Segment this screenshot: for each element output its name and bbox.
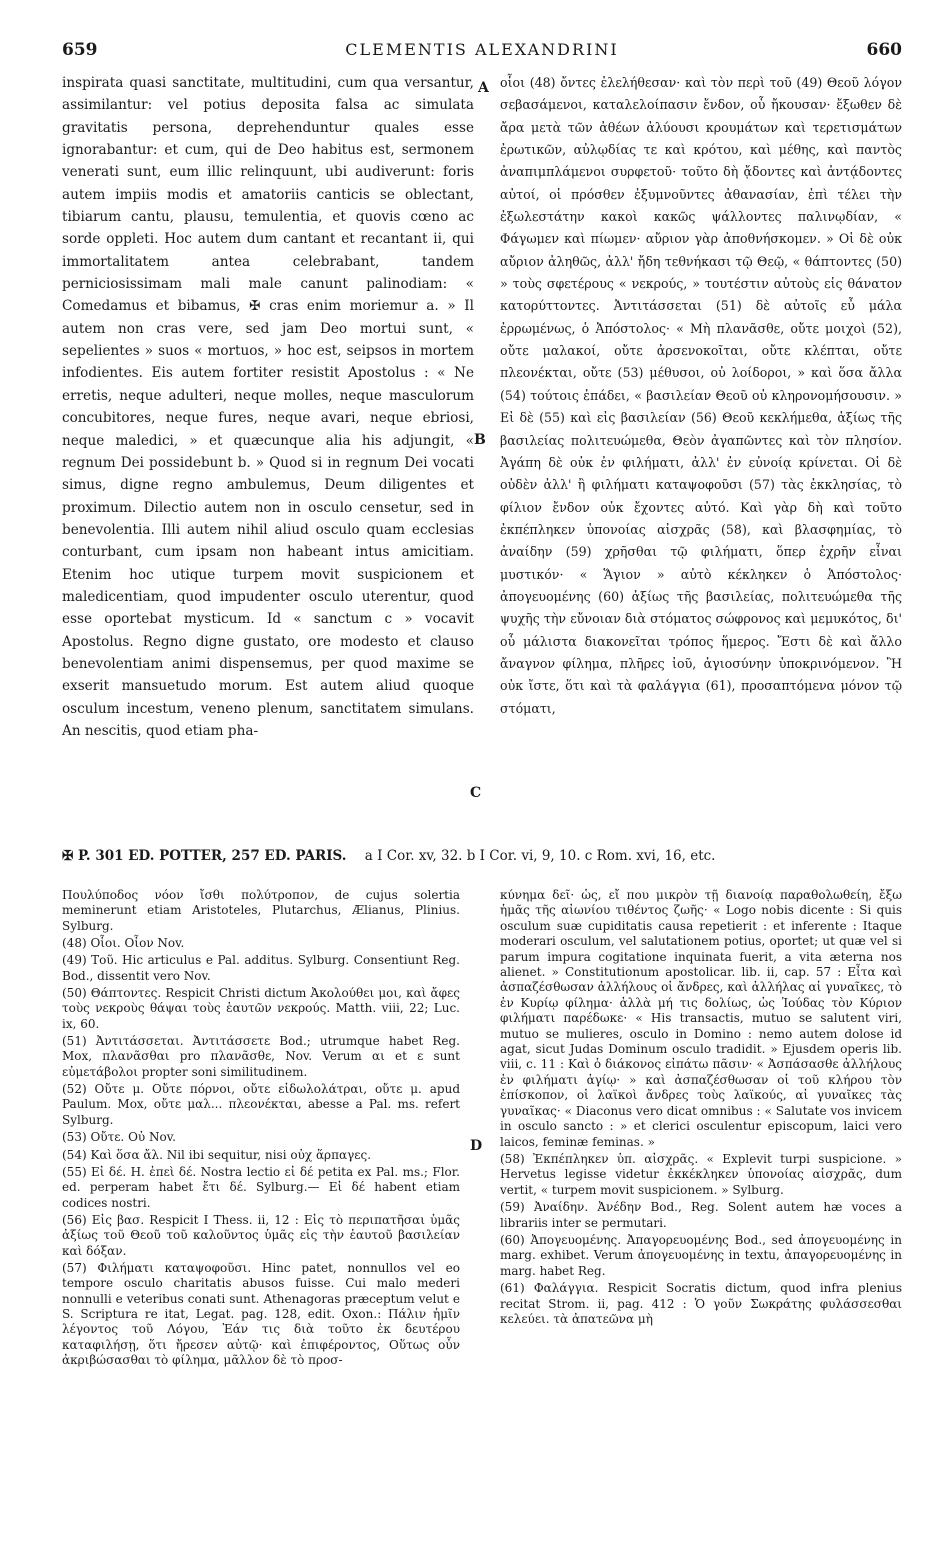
- footnote: (59) Ἀναίδην. Ἀνέδην Bod., Reg. Solent autem hæ voces a librariis inter se permutari.: [500, 1200, 902, 1230]
- edition-reference: ✠ P. 301 ED. POTTER, 257 ED. PARIS.: [62, 848, 347, 864]
- footnote: (52) Οὔτε μ. Οὔτε πόρνοι, οὔτε εἰδωλολάτραι, οὔτε μ. apud Paulum. Mox, οὔτε μαλ... πλεονέκται, abesse a Pal. ms. refert Sylburg.: [62, 1082, 460, 1127]
- reference-line: [62, 848, 902, 864]
- section-marker-c: C: [470, 785, 482, 801]
- footnote: (54) Καὶ ὅσα ἄλ. Nil ibi sequitur, nisi οὐχ ἅρπαγες.: [62, 1147, 372, 1162]
- footnote: (57) Φιλήματι καταψοφοῦσι. Hinc patet, nonnullos vel eo tempore osculo charitatis abusos fuisse. Cui malo mederi nonnulli e veteribus conati sunt. Athenagoras præceptum velut e S. Scriptura re itat, Legat. pag. 128, edit. Oxon.: Πάλιν ἡμῖν λέγοντος τοῦ Λόγου, Ἐάν τις διὰ τοῦτο ἐκ δευτέρου καταφιλήσῃ, ὅτι ἤρεσεν αὐτῷ· καὶ ἐπιφέροντος, Οὕτως οὖν ἀκριβώσασθαι τὸ φίλημα, μᾶλλον δὲ τὸ προσ-: [62, 1260, 460, 1367]
- footnote: (49) Τοῦ. Hic articulus e Pal. additus. Sylburg. Consentiunt Reg. Bod., dissentit vero Nov.: [62, 953, 460, 983]
- footnote: (61) Φαλάγγια. Respicit Socratis dictum, quod infra plenius recitat Strom. ii, pag. 412 : Ὁ γοῦν Σωκράτης φυλάσσεσθαι κελεύει. τὰ ἀπατεῶνα μὴ: [500, 1281, 902, 1326]
- scripture-references: a I Cor. xv, 32. b I Cor. vi, 9, 10. c Rom. xvi, 16, etc.: [364, 848, 716, 864]
- latin-text-column: inspirata quasi sanctitate, multitudini, cum qua versantur, assimilantur: vel potius deposita falsa ac simulata gravitatis persona, deprehenduntur quales esse ignorabantur: et cum, qui de Deo habitus est, sermonem venerati sunt, eum illic relinquunt, ubi audiverunt: foris autem impiis modis et amatoriis canticis se oblectant, tibiarum cantu, plausu, temulentia, et quovis cœno ac sorde oppleti. Hoc autem dum cantant et recantant ii, qui immortalitatem antea celebrabant, tandem perniciosissimam mali male canunt palinodiam: « Comedamus et bibamus, ✠ cras enim moriemur a. » Il autem non cras vere, sed jam Deo mortui sunt, « sepelientes » suos « mortuos, » hoc est, seipsos in mortem infodientes. Eis autem fortiter resistit Apostolus : « Ne erretis, neque adulteri, neque molles, neque masculorum concubitores, neque fures, neque avari, neque ebriosi, neque maledici, » et quæcunque alia his adjungit, « regnum Dei possidebunt b. » Quod si in regnum Dei vocati simus, digne regno ambulemus, Deum diligentes et proximum. Dilectio autem non in osculo censetur, sed in benevolentia. Illi autem nihil aliud osculo quam ecclesias conturbant, cum ipsam non habeant intus amicitiam. Etenim hoc utique turpem movit suspicionem et maledicentiam, quod impudenter osculo uterentur, quod esse oportebat mysticum. Id « sanctum c » vocavit Apostolus. Regno digne gustato, ore modesto et clauso benevolentiam animi dispensemus, per quod maxime se exserit mansuetudo morum. Est autem aliud quoque osculum incestum, veneno plenum, sanctitatem simulans. An nescitis, quod etiam pha-: [62, 75, 474, 739]
- footnote: (50) Θάπτοντες. Respicit Christi dictum Ἀκολούθει μοι, καὶ ἄφες τοὺς νεκροὺς θάψαι τοὺς ἑαυτῶν νεκρούς. Matth. viii, 22; Luc. ix, 60.: [62, 986, 460, 1031]
- section-marker-d: D: [470, 1138, 483, 1154]
- page-number-right: 660: [866, 40, 902, 60]
- footnote: (60) Ἀπογευομένης. Ἀπαγορευομένης Bod., sed ἀπογευομένης in marg. exhibet. Verum ἀπογευομένης in textu, ἀπαγορευομένης in marg. habet Reg.: [500, 1232, 902, 1278]
- footnotes-left-column: [62, 888, 460, 1370]
- footnote: κύνημα δεῖ· ὡς, εἴ που μικρὸν τῇ διανοίᾳ παραθολωθείη, ἔξω ἡμᾶς τῆς αἰωνίου τιθέντος ζωῆς· « Logo nobis dicente : Si quis osculum suæ cupiditatis causa repetierit : et inferente : Itaque moderari osculum, vel salutationem potius, oportet; ut quæ vel si parum impura cogitatione inquinata fuerit, a vita æterna nos alienet. » Constitutionum apostolicar. lib. ii, cap. 57 : Εἶτα καὶ ἀσπαζέσθωσαν ἀλλήλους οἱ ἄνδρες, καὶ ἀλλήλας αἱ γυναῖκες, τὸ ἐν Κυρίῳ φίλημα· ἀλλὰ μή τις δολίως, ὡς Ἰούδας τὸν Κύριον φιλήματι παρέδωκε· « His transactis, mutuo se salutent viri, mutuo se mulieres, osculo in Domino : nemo autem dolose id agat, sicut Judas Dominum osculo tradidit. » Ejusdem operis lib. viii, c. 11 : Καὶ ὁ διάκονος εἰπάτω πᾶσιν· « Ἀσπάσασθε ἀλλήλους ἐν φιλήματι ἁγίῳ· » καὶ ἀσπαζέσθωσαν οἱ τοῦ κλήρου τὸν ἐπίσκοπον, οἱ λαϊκοὶ ἄνδρες τοὺς λαϊκούς, αἱ γυναῖκες τὰς γυναῖκας· « Diaconus vero dicat omnibus : « Salutate vos invicem in osculo sancto : » et clerici osculentur episcopum, laici vero laicos, feminæ feminas. »: [500, 888, 902, 1149]
- greek-text-column: οἷοι (48) ὄντες ἐλελήθεσαν· καὶ τὸν περὶ τοῦ (49) Θεοῦ λόγον σεβασάμενοι, καταλελοίπασιν ἔνδον, οὗ ἤκουσαν· ἔξωθεν δὲ ἄρα μετὰ τῶν ἀθέων ἀλύουσι κρουμάτων καὶ τερετισμάτων ἐρωτικῶν, αὐλῳδίας τε καὶ κρότου, καὶ μέθης, καὶ παντὸς ἀναπιμπλάμενοι συρφετοῦ· τοῦτο δὴ ᾄδοντες καὶ ἀντᾴδοντες αὐτοί, οἱ πρόσθεν ἐξυμνοῦντες ἀθανασίαν, ἐπὶ τέλει τὴν ἐξωλεστάτην κακοὶ κακῶς ψάλλοντες παλινῳδίαν, « Φάγωμεν καὶ πίωμεν· αὔριον γὰρ ἀποθνήσκομεν. » Οἱ δὲ οὐκ αὔριον ἀληθῶς, ἀλλ' ἤδη τεθνήκασι τῷ Θεῷ, « θάπτοντες (50) » τοὺς σφετέρους « νεκρούς, » τουτέστιν αὐτοὺς εἰς θάνατον κατορύττοντες. Ἀντιτάσσεται (51) δὲ αὐτοῖς εὖ μάλα ἐρρωμένως, ὁ Ἀπόστολος· « Μὴ πλανᾶσθε, οὔτε μοιχοὶ (52), οὔτε μαλακοί, οὔτε ἀρσενοκοῖται, οὔτε κλέπται, οὔτε πλεονέκται, οὔτε (53) μέθυσοι, οὐ λοίδοροι, » καὶ ὅσα ἄλλα (54) τούτοις ἐπάδει, « βασιλείαν Θεοῦ οὐ κληρονομήσουσιν. » Εἰ δὲ (55) καὶ εἰς βασιλείαν (56) Θεοῦ κεκλήμεθα, ἀξίως τῆς βασιλείας πολιτευώμεθα, Θεὸν ἀγαπῶντες καὶ τὸν πλησίον. Ἀγάπη δὲ οὐκ ἐν φιλήματι, ἀλλ' ἐν εὐνοίᾳ κρίνεται. Οἱ δὲ οὐδὲν ἀλλ' ἢ φιλήματι καταψοφοῦσι (57) τὰς ἐκκλησίας, τὸ φίλιον ἔνδον οὐκ ἔχοντες αὐτό. Καὶ γὰρ δὴ καὶ τοῦτο ἐκπέπληκεν ὑπονοίας αἰσχρᾶς (58), καὶ βλασφημίας, τὸ ἀναίδην (59) χρῆσθαι τῷ φιλήματι, ὅπερ ἐχρῆν εἶναι μυστικόν· « Ἅγιον » αὐτὸ κέκληκεν ὁ Ἀπόστολος· ἀπογευομένης (60) ἀξίως τῆς βασιλείας, πολιτευώμεθα τῆς ψυχῆς τὴν εὔνοιαν διὰ στόματος σώφρονος καὶ μεμυκότος, δι' οὗ μάλιστα διακονεῖται τρόπος ἥμερος. Ἔστι δὲ καὶ ἄλλο ἄναγνον φίλημα, πλῆρες ἰοῦ, ἁγιοσύνην ὑποκρινόμενον. Ἢ οὐκ ἴστε, ὅτι καὶ τὰ φαλάγγια (61), προσαπτόμενα μόνον τῷ στόματι,: [500, 75, 902, 716]
- footnote: Πουλύποδος νόον ἴσθι πολύτροπον, de cujus solertia meminerunt etiam Aristoteles, Plutarchus, Ælianus, Plinius. Sylburg.: [62, 888, 460, 933]
- running-title: CLEMENTIS ALEXANDRINI: [345, 40, 619, 59]
- footnote: (56) Εἰς βασ. Respicit I Thess. ii, 12 : Εἰς τὸ περιπατῆσαι ὑμᾶς ἀξίως τοῦ Θεοῦ τοῦ καλοῦντος ὑμᾶς εἰς τὴν ἑαυτοῦ βασιλείαν καὶ δόξαν.: [62, 1212, 460, 1258]
- footnote: (55) Εἰ δέ. H. ἐπεὶ δέ. Nostra lectio εἰ δέ petita ex Pal. ms.; Flor. ed. perperam habet ἔτι δέ. Sylburg.— Εἰ δέ habent etiam codices nostri.: [62, 1164, 460, 1210]
- page-number-left: 659: [62, 40, 98, 60]
- footnotes-right-column: [500, 888, 902, 1329]
- section-marker-a: A: [478, 80, 489, 96]
- footnote: (48) Οἷοι. Οἷον Nov.: [62, 936, 185, 951]
- footnote: (51) Ἀντιτάσσεται. Ἀντιτάσσετε Bod.; utrumque habet Reg. Mox, πλανᾶσθαι pro πλανᾶσθε, Nov. Verum αι et ε sunt εὐμετάβολοι propter soni similitudinem.: [62, 1034, 460, 1079]
- page-header: [62, 40, 902, 68]
- footnote: (58) Ἐκπέπληκεν ὑπ. αἰσχρᾶς. « Explevit turpi suspicione. » Hervetus legisse videtur ἐκκέκληκεν ὑπονοίας αἰσχρᾶς, dum vertit, « turpem movit suspicionem. » Sylburg.: [500, 1151, 902, 1197]
- footnote: (53) Οὔτε. Οὐ Nov.: [62, 1130, 176, 1145]
- section-marker-b: B: [474, 432, 486, 448]
